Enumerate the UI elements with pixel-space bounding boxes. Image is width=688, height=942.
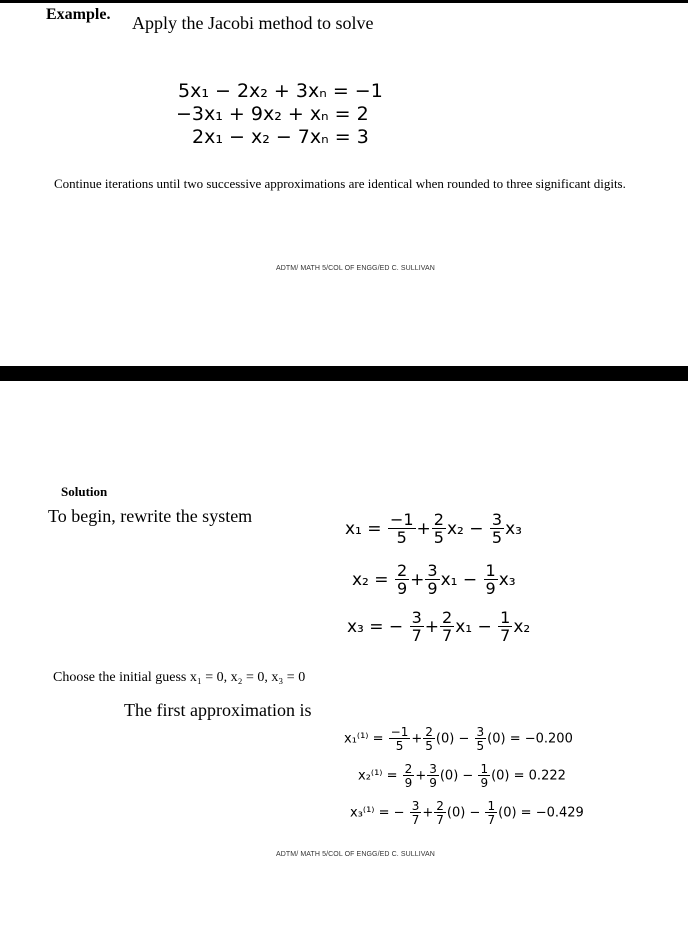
- page1-footer: ADTM/ MATH 5/COL OF ENGG/ED C. SULLIVAN: [276, 265, 435, 272]
- page2-footer: ADTM/ MATH 5/COL OF ENGG/ED C. SULLIVAN: [276, 851, 435, 858]
- first-approx-x3: x₃⁽¹⁾ = − $\frac{3}{7}$ + $\frac{2}{7}$ (0) − $\frac{1}{7}$ (0) = −0.429: [350, 799, 584, 827]
- page-separator: [0, 366, 688, 381]
- first-approx-text: The first approximation is: [124, 700, 312, 720]
- fa-x3-const: $\frac{3}{7}$: [411, 799, 420, 827]
- fa-x2-lhs: x₂⁽¹⁾ =: [358, 768, 398, 784]
- fa-x3-coef-b: $\frac{1}{7}$: [487, 799, 496, 827]
- solution-heading: Solution: [61, 484, 108, 499]
- rw-x1-lhs: x₁ =: [345, 519, 382, 539]
- fa-x3-result: (0) = −0.429: [498, 805, 584, 821]
- rw-x3-coef-a: $\frac{2}{7}$: [442, 608, 453, 645]
- fa-x1-coef-a: $\frac{2}{5}$: [425, 725, 433, 753]
- first-approx-x2: x₂⁽¹⁾ = $\frac{2}{9}$ + $\frac{3}{9}$ (0) − $\frac{1}{9}$ (0) = 0.222: [358, 762, 566, 790]
- rw-x2-coef-a: $\frac{3}{9}$: [427, 561, 438, 598]
- fa-x1-const: $\frac{-1}{5}$: [390, 725, 409, 753]
- example-label: Example.: [46, 6, 111, 23]
- fa-x2-coef-b: $\frac{1}{9}$: [480, 762, 489, 790]
- rw-x2-coef-b: $\frac{1}{9}$: [485, 561, 496, 598]
- rw-x2-lhs: x₂ =: [352, 570, 389, 590]
- rw-x1-coef-b: $\frac{3}{5}$: [491, 510, 503, 547]
- rw-x3-coef-b: $\frac{1}{7}$: [500, 608, 511, 645]
- equation-system: [176, 80, 383, 149]
- fa-x2-coef-a: $\frac{3}{9}$: [429, 762, 437, 790]
- rw-x1-const: $\frac{-1}{5}$: [389, 510, 414, 547]
- fa-x1-coef-b: $\frac{3}{5}$: [476, 725, 485, 753]
- system-eq-1: 5x₁ − 2x₂ + 3xₙ = −1: [178, 80, 383, 102]
- rewrite-text: To begin, rewrite the system: [48, 506, 253, 526]
- first-approx-x1: x₁⁽¹⁾ = $\frac{-1}{5}$ + $\frac{2}{5}$ (0) − $\frac{3}{5}$ (0) = −0.200: [344, 725, 573, 753]
- rw-x3-const: $\frac{3}{7}$: [411, 608, 422, 645]
- rw-x1-coef-a: $\frac{2}{5}$: [433, 510, 444, 547]
- fa-x1-lhs: x₁⁽¹⁾ =: [344, 731, 384, 747]
- initial-guess-text: Choose the initial guess x₁ = 0, x₂ = 0, x₃ = 0: [53, 670, 306, 685]
- rewritten-x3: x₃ = − $\frac{3}{7}$ + $\frac{2}{7}$ x₁ − $\frac{1}{7}$ x₂: [347, 608, 531, 645]
- rewritten-x1: x₁ = $\frac{-1}{5}$ + $\frac{2}{5}$ x₂ − $\frac{3}{5}$ x₃: [345, 510, 522, 547]
- page-top-border: [0, 0, 688, 3]
- fa-x3-lhs: x₃⁽¹⁾ = −: [350, 805, 405, 821]
- fa-x1-result: (0) = −0.200: [487, 731, 573, 747]
- system-eq-3: 2x₁ − x₂ − 7xₙ = 3: [192, 126, 369, 148]
- rw-x2-const: $\frac{2}{9}$: [396, 561, 408, 598]
- intro-text: Apply the Jacobi method to solve: [132, 13, 374, 33]
- fa-x2-result: (0) = 0.222: [491, 768, 566, 784]
- system-eq-2: −3x₁ + 9x₂ + xₙ = 2: [176, 103, 369, 125]
- fa-x3-coef-a: $\frac{2}{7}$: [436, 799, 444, 827]
- instruction-text: Continue iterations until two successive approximations are identical when rounded to three significant digits.: [54, 176, 626, 191]
- rw-x3-lhs: x₃ = −: [347, 617, 404, 637]
- fa-x2-const: $\frac{2}{9}$: [404, 762, 413, 790]
- rewritten-x2: x₂ = $\frac{2}{9}$ + $\frac{3}{9}$ x₁ − $\frac{1}{9}$ x₃: [352, 561, 516, 598]
